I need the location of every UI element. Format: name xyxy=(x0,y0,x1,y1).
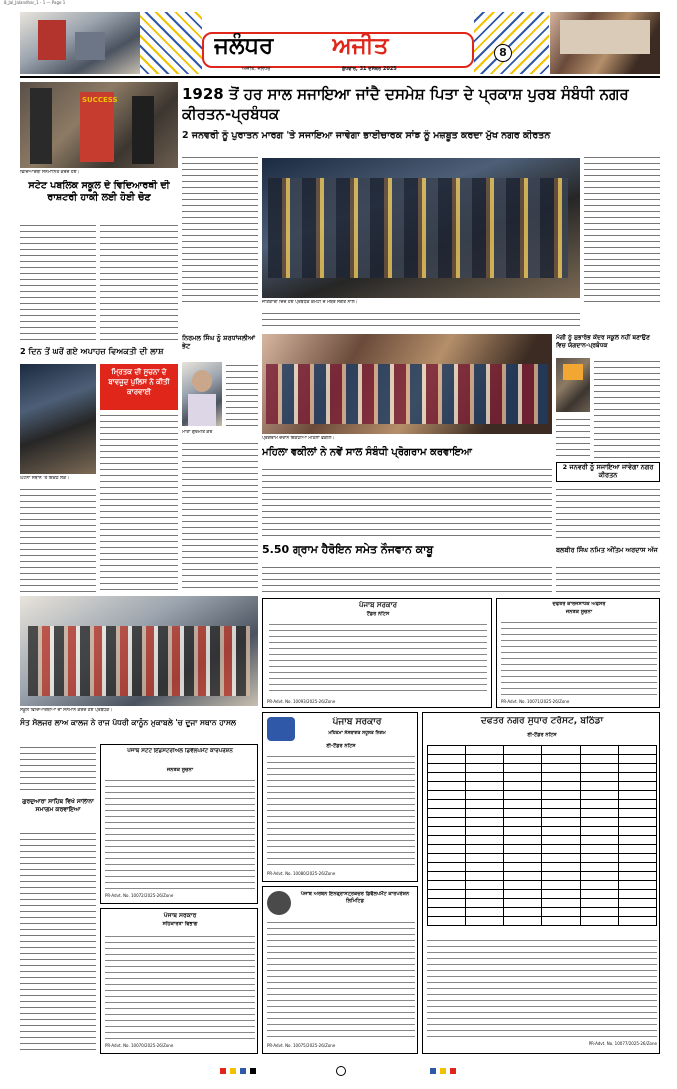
masthead-date: ਬੁੱਧਵਾਰ, 31 ਦਸੰਬਰ 2025 xyxy=(342,66,397,72)
bottom-left-headline: ਸੰਤ ਸੋਲਜਰ ਲਾਅ ਕਾਲਜ ਨੇ ਰਾਜ ਪੱਧਰੀ ਕਾਨੂੰਨ ਮੁਕਾਬਲੇ 'ਚ ਦੂਜਾ ਸਥਾਨ ਹਾਸਲ xyxy=(20,718,237,727)
bottom-left-body xyxy=(20,744,96,794)
bottom-left-photo xyxy=(20,596,258,706)
ad-punjab-sarkar: ਪੰਜਾਬ ਸਰਕਾਰ ਮਹਿਕਮਾ ਸੰਸਥਾਗਤ ਸਹੂਲਤ ਨਿਗਮ ਈ-ਟੈਂਡਰ ਨੋਟਿਸ PR-Advt. No. 10080/2025-26/Zone xyxy=(262,712,418,882)
left-story1-body xyxy=(20,222,96,344)
left-story2-body-col1 xyxy=(20,486,96,592)
alert-box: ਮ੍ਰਿਤਕ ਦੀ ਸੂਚਨਾ ਦੇ ਬਾਵਜੂਦ ਪੁਲਿਸ ਨੇ ਕੀਤੀ ਕਾਰਵਾਈ xyxy=(100,364,178,410)
lead-body-col1 xyxy=(182,154,258,304)
bathinda-tender-table xyxy=(427,745,657,926)
ad-right-small: ਦਫਤਰ ਕਾਰਜਸਾਧਕ ਅਫਸਰ ਜਨਤਕ ਸੂਚਨਾ PR-Advt. No. 10071/2025-26/Zone xyxy=(496,598,660,708)
masthead-paper: ਅਜੀਤ xyxy=(332,33,389,59)
masthead-right-photo xyxy=(550,12,660,74)
women-lawyers-body xyxy=(262,466,552,538)
obituary-body-2 xyxy=(182,440,258,590)
masthead-tagline: ਅਜੀਤ, ਜਲੰਧਰ xyxy=(242,66,271,72)
masthead-pattern-left xyxy=(140,12,202,74)
page-number: 8 xyxy=(494,44,512,62)
right-box-headline: 2 ਜਨਵਰੀ ਨੂੰ ਸਜਾਇਆ ਜਾਵੇਗਾ ਨਗਰ ਕੀਰਤਨ xyxy=(556,462,660,482)
obituary-photo xyxy=(182,362,222,426)
left-top-photo: SUCCESS xyxy=(20,82,178,168)
right-story-photo xyxy=(556,358,590,412)
ad-pspcl: ਪੰਜਾਬ ਸਰਕਾਰ ਸਹਿਕਾਰਤਾ ਵਿਭਾਗ PR-Advt. No. 10070/2025-26/Zone xyxy=(100,908,258,1054)
bottom-left-box-headline: ਗੁਰਦੁਆਰਾ ਸਾਹਿਬ ਵਿਖੇ ਸਾਲਾਨਾ ਸਮਾਗਮ ਕਰਵਾਇਆ xyxy=(22,798,94,813)
left-story1-headline: ਸਟੇਟ ਪਬਲਿਕ ਸਕੂਲ ਦੇ ਵਿਦਿਆਰਥੀ ਦੀ ਰਾਸ਼ਟਰੀ ਹਾਕੀ ਲਈ ਹੋਈ ਚੋਣ xyxy=(28,180,170,203)
bottom-left-photo-caption: ਸਕੂਲ ਵਿਦਿਆਰਥੀਆਂ ਦਾ ਸਨਮਾਨ ਕਰਦੇ ਹੋਏ ਪ੍ਰਬੰਧਕ। xyxy=(20,708,113,713)
masthead-pattern-right xyxy=(474,12,549,74)
right-story-body xyxy=(594,358,660,458)
women-lawyers-headline: ਮਹਿਲਾ ਵਕੀਲਾਂ ਨੇ ਨਵੇਂ ਸਾਲ ਸੰਬੰਧੀ ਪ੍ਰੋਗਰਾਮ ਕਰਵਾਇਆ xyxy=(262,447,472,458)
lead-body-col2 xyxy=(584,154,660,304)
left-story2-body xyxy=(100,412,178,592)
women-lawyers-photo xyxy=(262,334,552,434)
masthead-left-photo xyxy=(20,12,140,74)
registration-bar xyxy=(20,1066,660,1076)
left-story2-photo xyxy=(20,364,96,474)
masthead-city: ਜਲੰਧਰ xyxy=(214,33,274,59)
left-story2-headline: 2 ਦਿਨ ਤੋਂ ਘਰੋਂ ਗਏ ਅਪਾਹਜ਼ ਵਿਅਕਤੀ ਦੀ ਲਾਸ਼ xyxy=(20,346,164,356)
bottom-left-box-body xyxy=(20,830,96,1054)
right-second-headline: ਬਲਬੀਰ ਸਿੰਘ ਨਮਿਤ ਅੰਤਿਮ ਅਰਦਾਸ ਅੱਜ xyxy=(556,546,658,554)
ad-psidc: ਪੰਜਾਬ ਸਟੇਟ ਇੰਡਸਟਰੀਅਲ ਡਿਵੈਲਪਮੈਂਟ ਕਾਰਪੋਰੇਸ਼ਨ ਜਨਤਕ ਸੂਚਨਾ PR-Advt. No. 10072/2025-26/Zone xyxy=(100,744,258,904)
right-story-body-2 xyxy=(556,416,590,458)
masthead-logo xyxy=(202,28,474,74)
lead-body-under-photo xyxy=(262,310,580,330)
right-box-body xyxy=(556,486,660,542)
right-story-headline: ਮੰਗੀ ਨੂੰ ਸ਼ੁਭਾਰੰਭ ਕੇਂਦਰ ਸਕੂਲ ਨਹੀਂ ਬਣਾਉਣ ਵਿਚ ਯੋਗਦਾਨ-ਪ੍ਰਬੰਧਕ xyxy=(556,334,650,349)
ad-bathinda: ਦਫਤਰ ਨਗਰ ਸੁਧਾਰ ਟਰੱਸਟ, ਬਠਿੰਡਾ ਈ-ਟੈਂਡਰ ਨੋਟਿਸ PR-Advt. No. 10077/2025-26/Zone xyxy=(422,712,660,1054)
lead-subhead: 2 ਜਨਵਰੀ ਨੂੰ ਪੁਰਾਤਨ ਮਾਰਗ 'ਤੇ ਸਜਾਇਆ ਜਾਵੇਗਾ ਭਾਈਚਾਰਕ ਸਾਂਝ ਨੂੰ ਮਜ਼ਬੂਤ ਕਰਦਾ ਮੁੱਖ ਨਗਰ ਕੀਰਤਨ xyxy=(182,130,551,141)
print-slug: 8_Jal_Jalandhar_1 - 1 — Page 1 xyxy=(4,0,66,5)
ad-ptdc: ਪੰਜਾਬ ਅਰਬਨ ਇਨਫ੍ਰਾਸਟ੍ਰਕਚਰ ਡਿਵੈਲਪਮੈਂਟ ਕਾਰਪੋਰੇਸ਼ਨ ਲਿਮਿਟਿਡ PR-Advt. No. 10075/2025-26/Zone xyxy=(262,886,418,1054)
ad-tender-small: ਪੰਜਾਬ ਸਰਕਾਰ ਟੈਂਡਰ ਨੋਟਿਸ PR-Advt. No. 10093/2025-26/Zone xyxy=(262,598,492,708)
lead-photo xyxy=(262,158,580,298)
obituary-name: ਮਾਤਾ ਗੁਰਮੀਤ ਕੌਰ xyxy=(182,430,213,435)
left-top-photo-caption: ਵਿਦਿਆਰਥੀ ਸਨਮਾਨਿਤ ਕਰਦੇ ਹੋਏ। xyxy=(20,170,80,175)
heroin-headline: 5.50 ਗ੍ਰਾਮ ਹੈਰੋਇਨ ਸਮੇਤ ਨੌਜਵਾਨ ਕਾਬੂ xyxy=(262,543,434,556)
women-lawyers-caption: ਪ੍ਰੋਗਰਾਮ ਦੌਰਾਨ ਇਕੱਠੀਆਂ ਮਹਿਲਾ ਵਕੀਲ। xyxy=(262,436,335,441)
lead-headline: 1928 ਤੋਂ ਹਰ ਸਾਲ ਸਜਾਇਆ ਜਾਂਦੈ ਦਸਮੇਸ਼ ਪਿਤਾ ਦੇ ਪ੍ਰਕਾਸ਼ ਪੁਰਬ ਸੰਬੰਧੀ ਨਗਰ ਕੀਰਤਨ-ਪ੍ਰਬੰਧਕ xyxy=(182,85,629,123)
masthead-rule xyxy=(20,76,660,78)
obituary-body xyxy=(226,362,258,426)
left-story2-caption: ਘਟਨਾ ਸਥਾਨ 'ਤੇ ਇਕੱਠੇ ਲੋਕ। xyxy=(20,476,70,481)
obituary-headline: ਨਿਰਮਲ ਸਿੰਘ ਨੂੰ ਸ਼ਰਧਾਂਜਲੀਆਂ ਭੇਟ xyxy=(182,334,256,350)
left-story1-body-col2 xyxy=(100,222,178,344)
right-second-body xyxy=(556,564,660,594)
lead-photo-caption: ਜਾਣਕਾਰੀ ਦਿੰਦੇ ਹੋਏ ਪ੍ਰਬੰਧਕ ਕਮੇਟੀ ਦੇ ਮੈਂਬਰ ਸੰਗਤ ਨਾਲ। xyxy=(262,300,358,305)
heroin-body xyxy=(262,564,552,594)
